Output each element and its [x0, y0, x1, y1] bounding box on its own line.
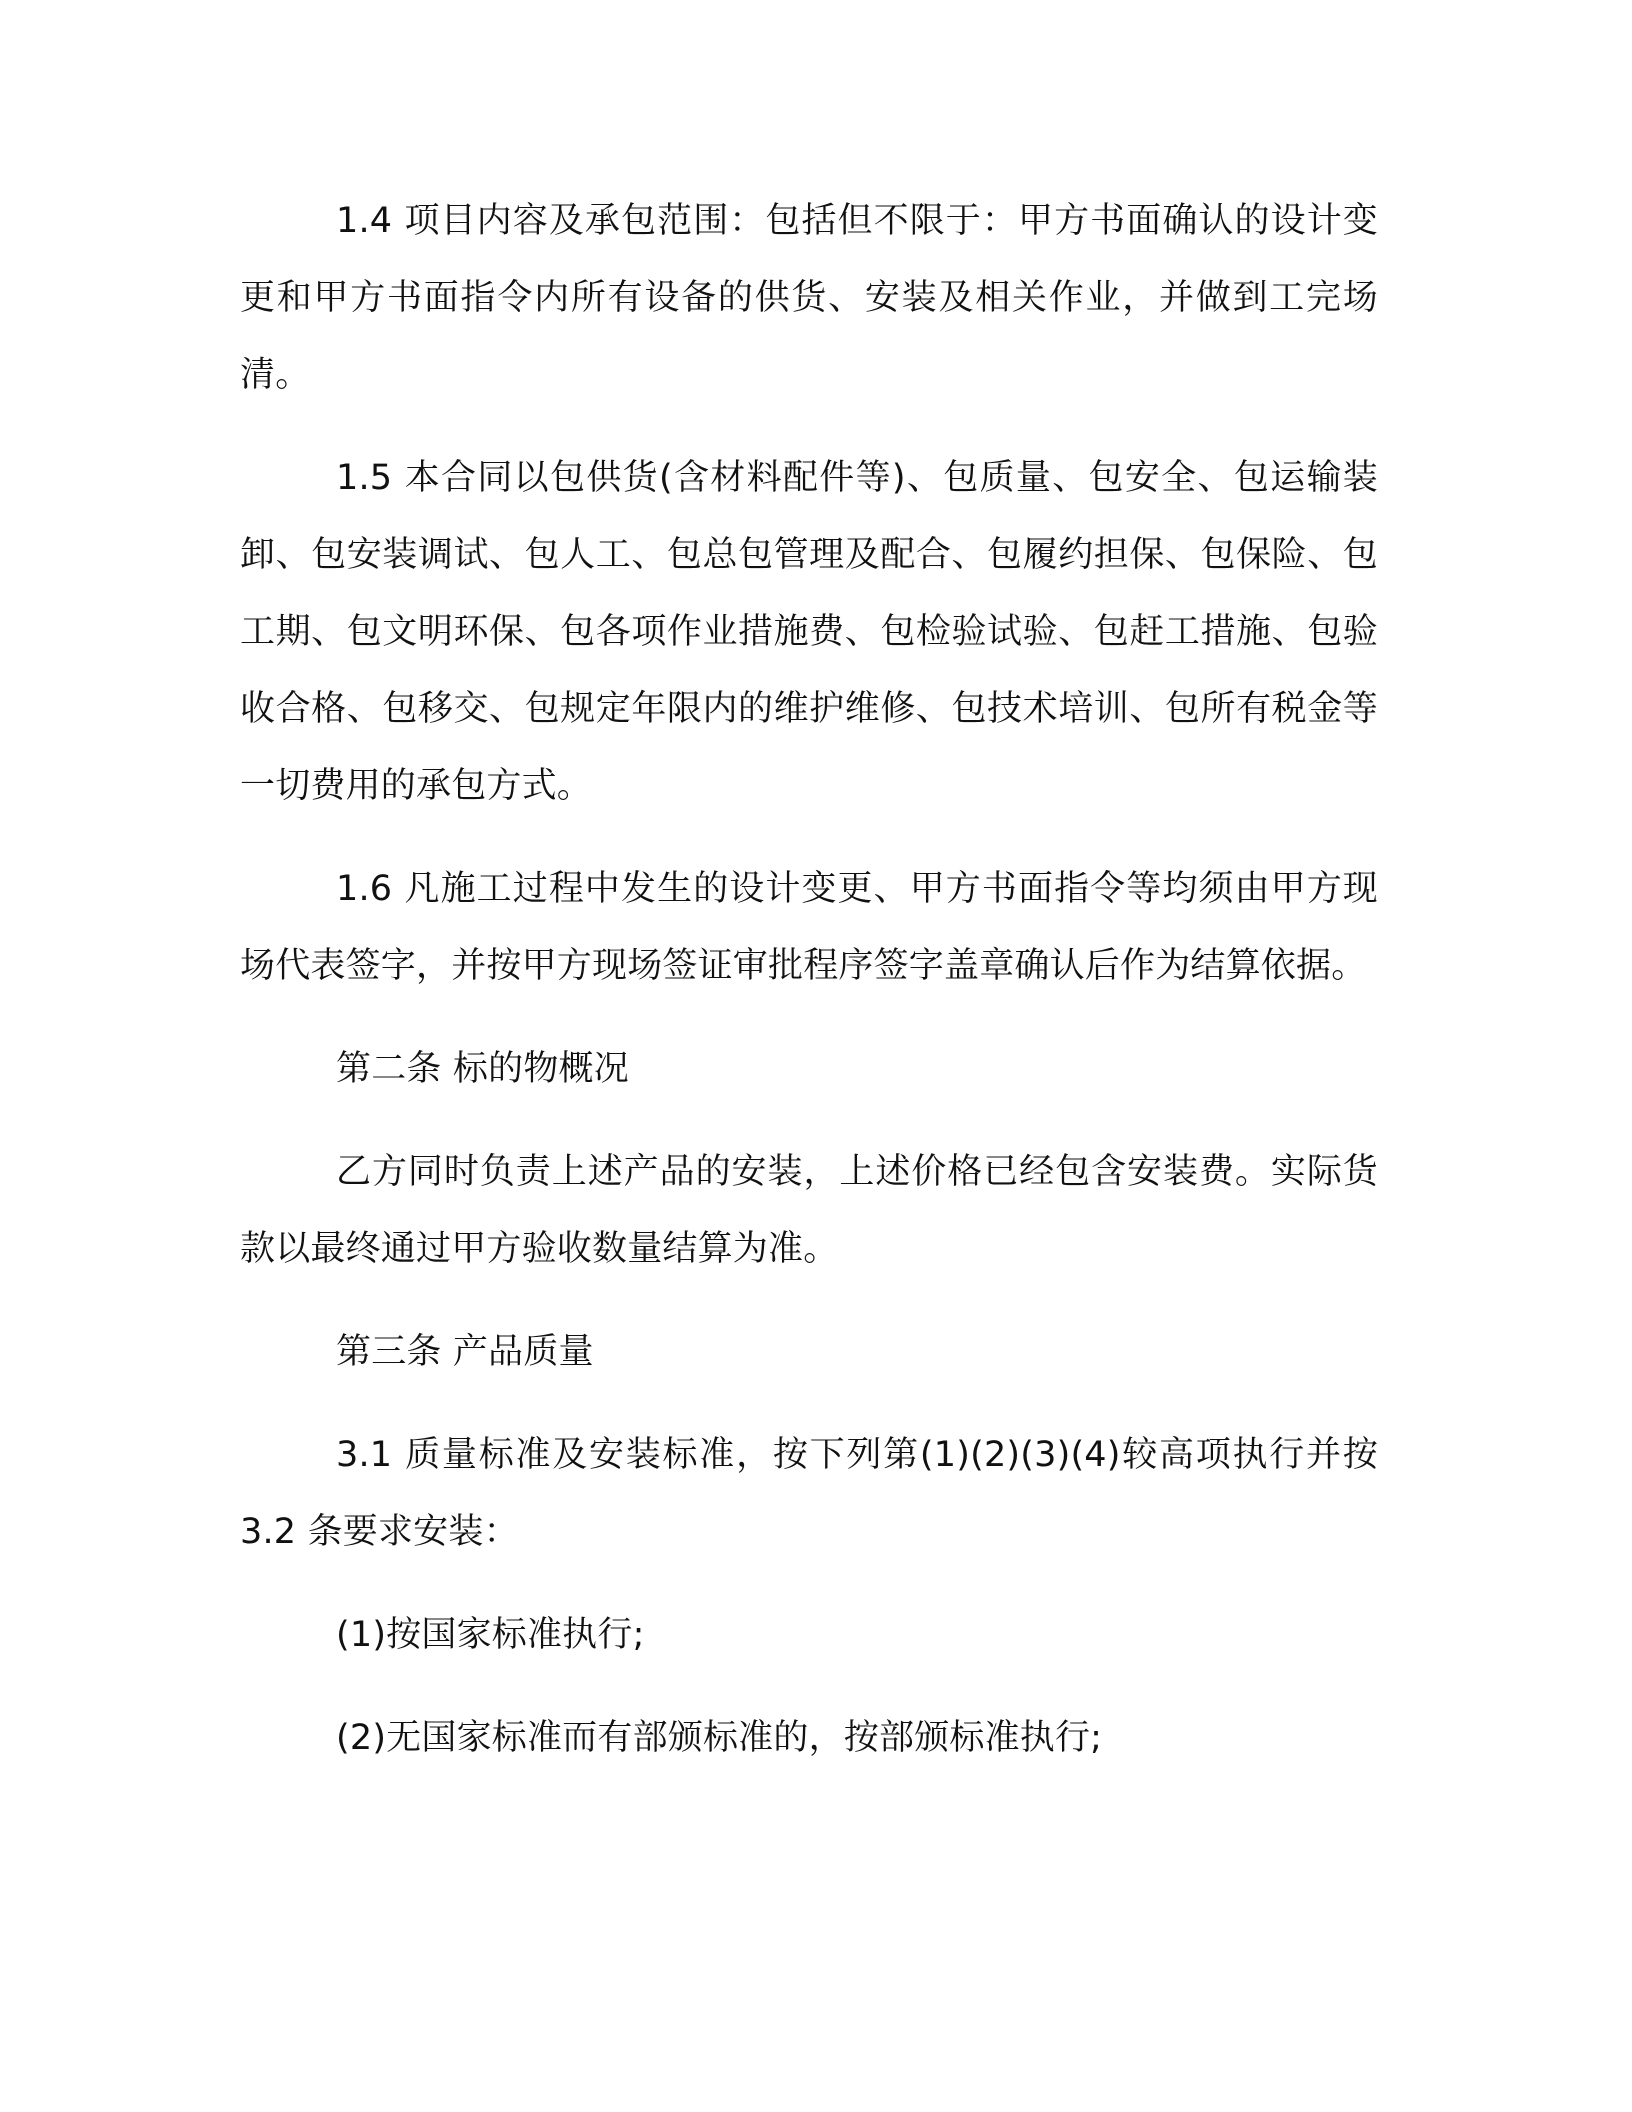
clause-1-6-paragraph: 1.6 凡施工过程中发生的设计变更、甲方书面指令等均须由甲方现场代表签字，并按甲方现场签证审批程序签字盖章确认后作为结算依据。 — [240, 869, 1378, 986]
clause-3-1-paragraph: 3.1 质量标准及安装标准，按下列第(1)(2)(3)(4)较高项执行并按 3.2 条要求安装： — [240, 1435, 1378, 1552]
list-item: (2)无国家标准而有部颁标准的，按部颁标准执行; — [336, 1718, 1103, 1758]
article-3-heading: 第三条 产品质量 — [336, 1332, 594, 1372]
document-body — [240, 183, 1378, 1803]
article-2-paragraph: 乙方同时负责上述产品的安装，上述价格已经包含安装费。实际货款以最终通过甲方验收数量结算为准。 — [240, 1152, 1378, 1269]
article-2-heading: 第二条 标的物概况 — [336, 1049, 629, 1089]
clause-1-4-paragraph: 1.4 项目内容及承包范围：包括但不限于：甲方书面确认的设计变更和甲方书面指令内所有设备的供货、安装及相关作业，并做到工完场清。 — [240, 201, 1378, 395]
list-item: (1)按国家标准执行; — [336, 1615, 645, 1655]
clause-1-5-paragraph: 1.5 本合同以包供货(含材料配件等)、包质量、包安全、包运输装卸、包安装调试、包人工、包总包管理及配合、包履约担保、包保险、包工期、包文明环保、包各项作业措施费、包检验试验、包赶工措施、包验收合格、包移交、包规定年限内的维护维修、包技术培训、包所有税金等一切费用的承包方式。 — [240, 458, 1378, 806]
